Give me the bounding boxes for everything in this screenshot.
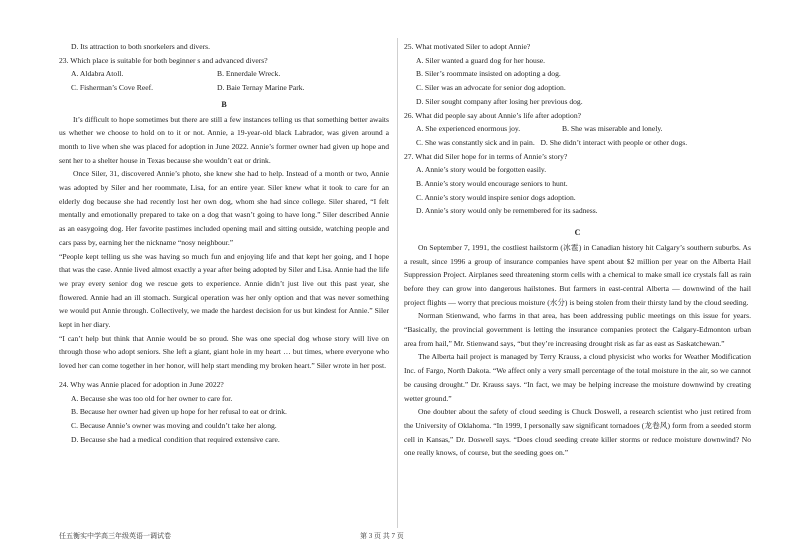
question-24-option-c: C. Because Annie’s owner was moving and couldn’t take her along. bbox=[71, 420, 277, 430]
question-23-options-cd bbox=[59, 81, 389, 95]
passage-b-paragraph-4: “I can’t help but think that Annie would be so proud. She was one special dog whose story will live on through those who adopt seniors. She left a giant, giant hole in my heart … but times, where everyone who loved her can come together in her honor, will help start mending my broken heart.” Siler wrote in her post. bbox=[59, 333, 389, 371]
question-23-options-ab bbox=[59, 67, 389, 81]
passage-c-paragraph-4: One doubter about the safety of cloud seeding is Chuck Doswell, a research scientist who just retired from the University of Oklahoma. “In 1999, I personally saw significant tornadoes (龙卷风) form from a seeded storm cell in Kansas,” Dr. Doswell says. “Does cloud seeding create killer storms or reduce moisture downwind? No one really knows, of course, but the seeding goes on.” bbox=[404, 407, 751, 458]
footer-exam-title: 任五衡实中学高三年级英语一调试卷 bbox=[59, 532, 171, 540]
question-23-option-d: D. Baie Ternay Marine Park. bbox=[217, 83, 305, 93]
question-27-option-b: B. Annie’s story would encourage seniors to hunt. bbox=[416, 179, 568, 189]
question-23-stem: 23. Which place is suitable for both beginner s and advanced divers? bbox=[59, 55, 268, 65]
question-27-option-a: A. Annie’s story would be forgotten easily. bbox=[416, 165, 547, 175]
passage-b-paragraph-3: “People kept telling us she was having so much fun and enjoying life and that kept her going, and I hope that was the case. Annie lived almost exactly a year after being adopted by Siler and Lisa. Annie had the life we pray every senior dog we rescue gets to experience. Annie didn’t just live out this past year, she flowered. Annie had an ill stomach. Surgical operation was her only option and that was never something we would put Annie through. Collectively, we made the hardest decision for us but kindest for Annie.” Siler kept in her diary. bbox=[59, 251, 389, 330]
question-25-option-a: A. Siler wanted a guard dog for her house. bbox=[416, 55, 546, 65]
question-24-option-d: D. Because she had a medical condition that required extensive care. bbox=[71, 434, 280, 444]
question-26-stem: 26. What did people say about Annie’s life after adoption? bbox=[404, 110, 581, 120]
column-divider bbox=[397, 38, 398, 528]
question-26-option-b: B. She was miserable and lonely. bbox=[562, 124, 663, 134]
question-25-stem: 25. What motivated Siler to adopt Annie? bbox=[404, 42, 531, 51]
section-c-heading: C bbox=[574, 228, 581, 238]
question-23-option-c: C. Fisherman’s Cove Reef. bbox=[71, 83, 154, 93]
section-b-heading: B bbox=[221, 99, 227, 109]
question-26-option-c: C. She was constantly sick and in pain. bbox=[416, 137, 535, 147]
question-26-options-cd bbox=[404, 136, 751, 150]
question-24-stem: 24. Why was Annie placed for adoption in June 2022? bbox=[59, 379, 224, 389]
question-26-option-d: D. She didn’t interact with people or other dogs. bbox=[540, 137, 688, 147]
question-27-option-c: C. Annie’s story would inspire senior dogs adoption. bbox=[416, 192, 576, 202]
question-24-option-a: A. Because she was too old for her owner to care for. bbox=[71, 393, 233, 403]
question-27-stem: 27. What did Siler hope for in terms of Annie’s story? bbox=[404, 151, 568, 161]
passage-b-paragraph-2: Once Siler, 31, discovered Annie’s photo, she knew she had to help. Instead of a month or two, Annie was adopted by Siler and her roommate, Lisa, for an entire year. Siler knew what it took to care for an elderly dog because she had recently lost her own dog, whom she had since college. Siler shared, “I felt mentally and emotionally prepared to take on a dog that wasn’t going to have long.” Siler described Annie as an easygoing dog. Her favorite pastimes included opening mail and sitting outside, watching people and cars pass by, earning her the nickname “nosy neighbour.” bbox=[59, 169, 389, 247]
passage-b-paragraph-1: It’s difficult to hope sometimes but there are still a few instances telling us that something better awaits us whether we choose to hold on to it or not. Annie, a 19-year-old black Labrador, was given around a month to live when she was placed for adoption in June 2022. Annie’s former owner had given up hope and sent her to a shelter house in Texas because she wouldn’t eat or drink. bbox=[59, 114, 389, 165]
question-26-option-a: A. She experienced enormous joy. bbox=[416, 124, 521, 134]
question-25-option-d: D. Siler sought company after losing her previous dog. bbox=[416, 96, 583, 106]
question-25-option-c: C. Siler was an advocate for senior dog adoption. bbox=[416, 83, 566, 93]
question-26-options-ab bbox=[404, 122, 751, 136]
left-column bbox=[59, 40, 389, 446]
right-column bbox=[404, 40, 751, 460]
question-23-option-a: A. Aldabra Atoll. bbox=[71, 69, 124, 79]
question-24-option-b: B. Because her owner had given up hope for her refusal to eat or drink. bbox=[71, 407, 287, 417]
question-23-option-b: B. Ennerdale Wreck. bbox=[217, 69, 281, 79]
passage-c-paragraph-2: Norman Stienwand, who farms in that area, has been addressing public meetings on this issue for years. “Basically, the provincial government is letting the insurance companies protect the Calgary-Edmonton urban area from hail,” Mr. Stienwand says, “but they’re increasing drought risk as far as east as Saskatchewan.” bbox=[404, 311, 751, 348]
prev-question-option-d: D. Its attraction to both snorkelers and divers. bbox=[71, 42, 210, 51]
passage-c-paragraph-3: The Alberta hail project is managed by Terry Krauss, a cloud physicist who works for Weather Modification Inc. of Fargo, North Dakota. “We affect only a very small percentage of the total moisture in the air, so we cannot be causing drought.” Dr. Krauss says. “In fact, we may be helping increase the moisture downwind by creating wetter ground.” bbox=[404, 352, 751, 403]
question-25-option-b: B. Siler’s roommate insisted on adopting a dog. bbox=[416, 69, 561, 79]
passage-c-paragraph-1: On September 7, 1991, the costliest hailstorm (冰雹) in Canadian history hit Calgary’s southern suburbs. As a result, since 1996 a group of insurance companies have spent about $2 million per year on the Alberta Hail Suppression Project. Airplanes seed threatening storm cells with a chemical to make small ice crystals fall as rain before they can grow into dangerous hailstones. But farmers in east-central Alberta — downwind of the hail project flights — worry that precious moisture (水分) is being stolen from their thirsty land by the cloud seeding. bbox=[404, 242, 751, 307]
question-27-option-d: D. Annie’s story would only be remembered for its sadness. bbox=[416, 206, 598, 216]
footer-page-number: 第 3 页 共 7 页 bbox=[360, 532, 404, 540]
